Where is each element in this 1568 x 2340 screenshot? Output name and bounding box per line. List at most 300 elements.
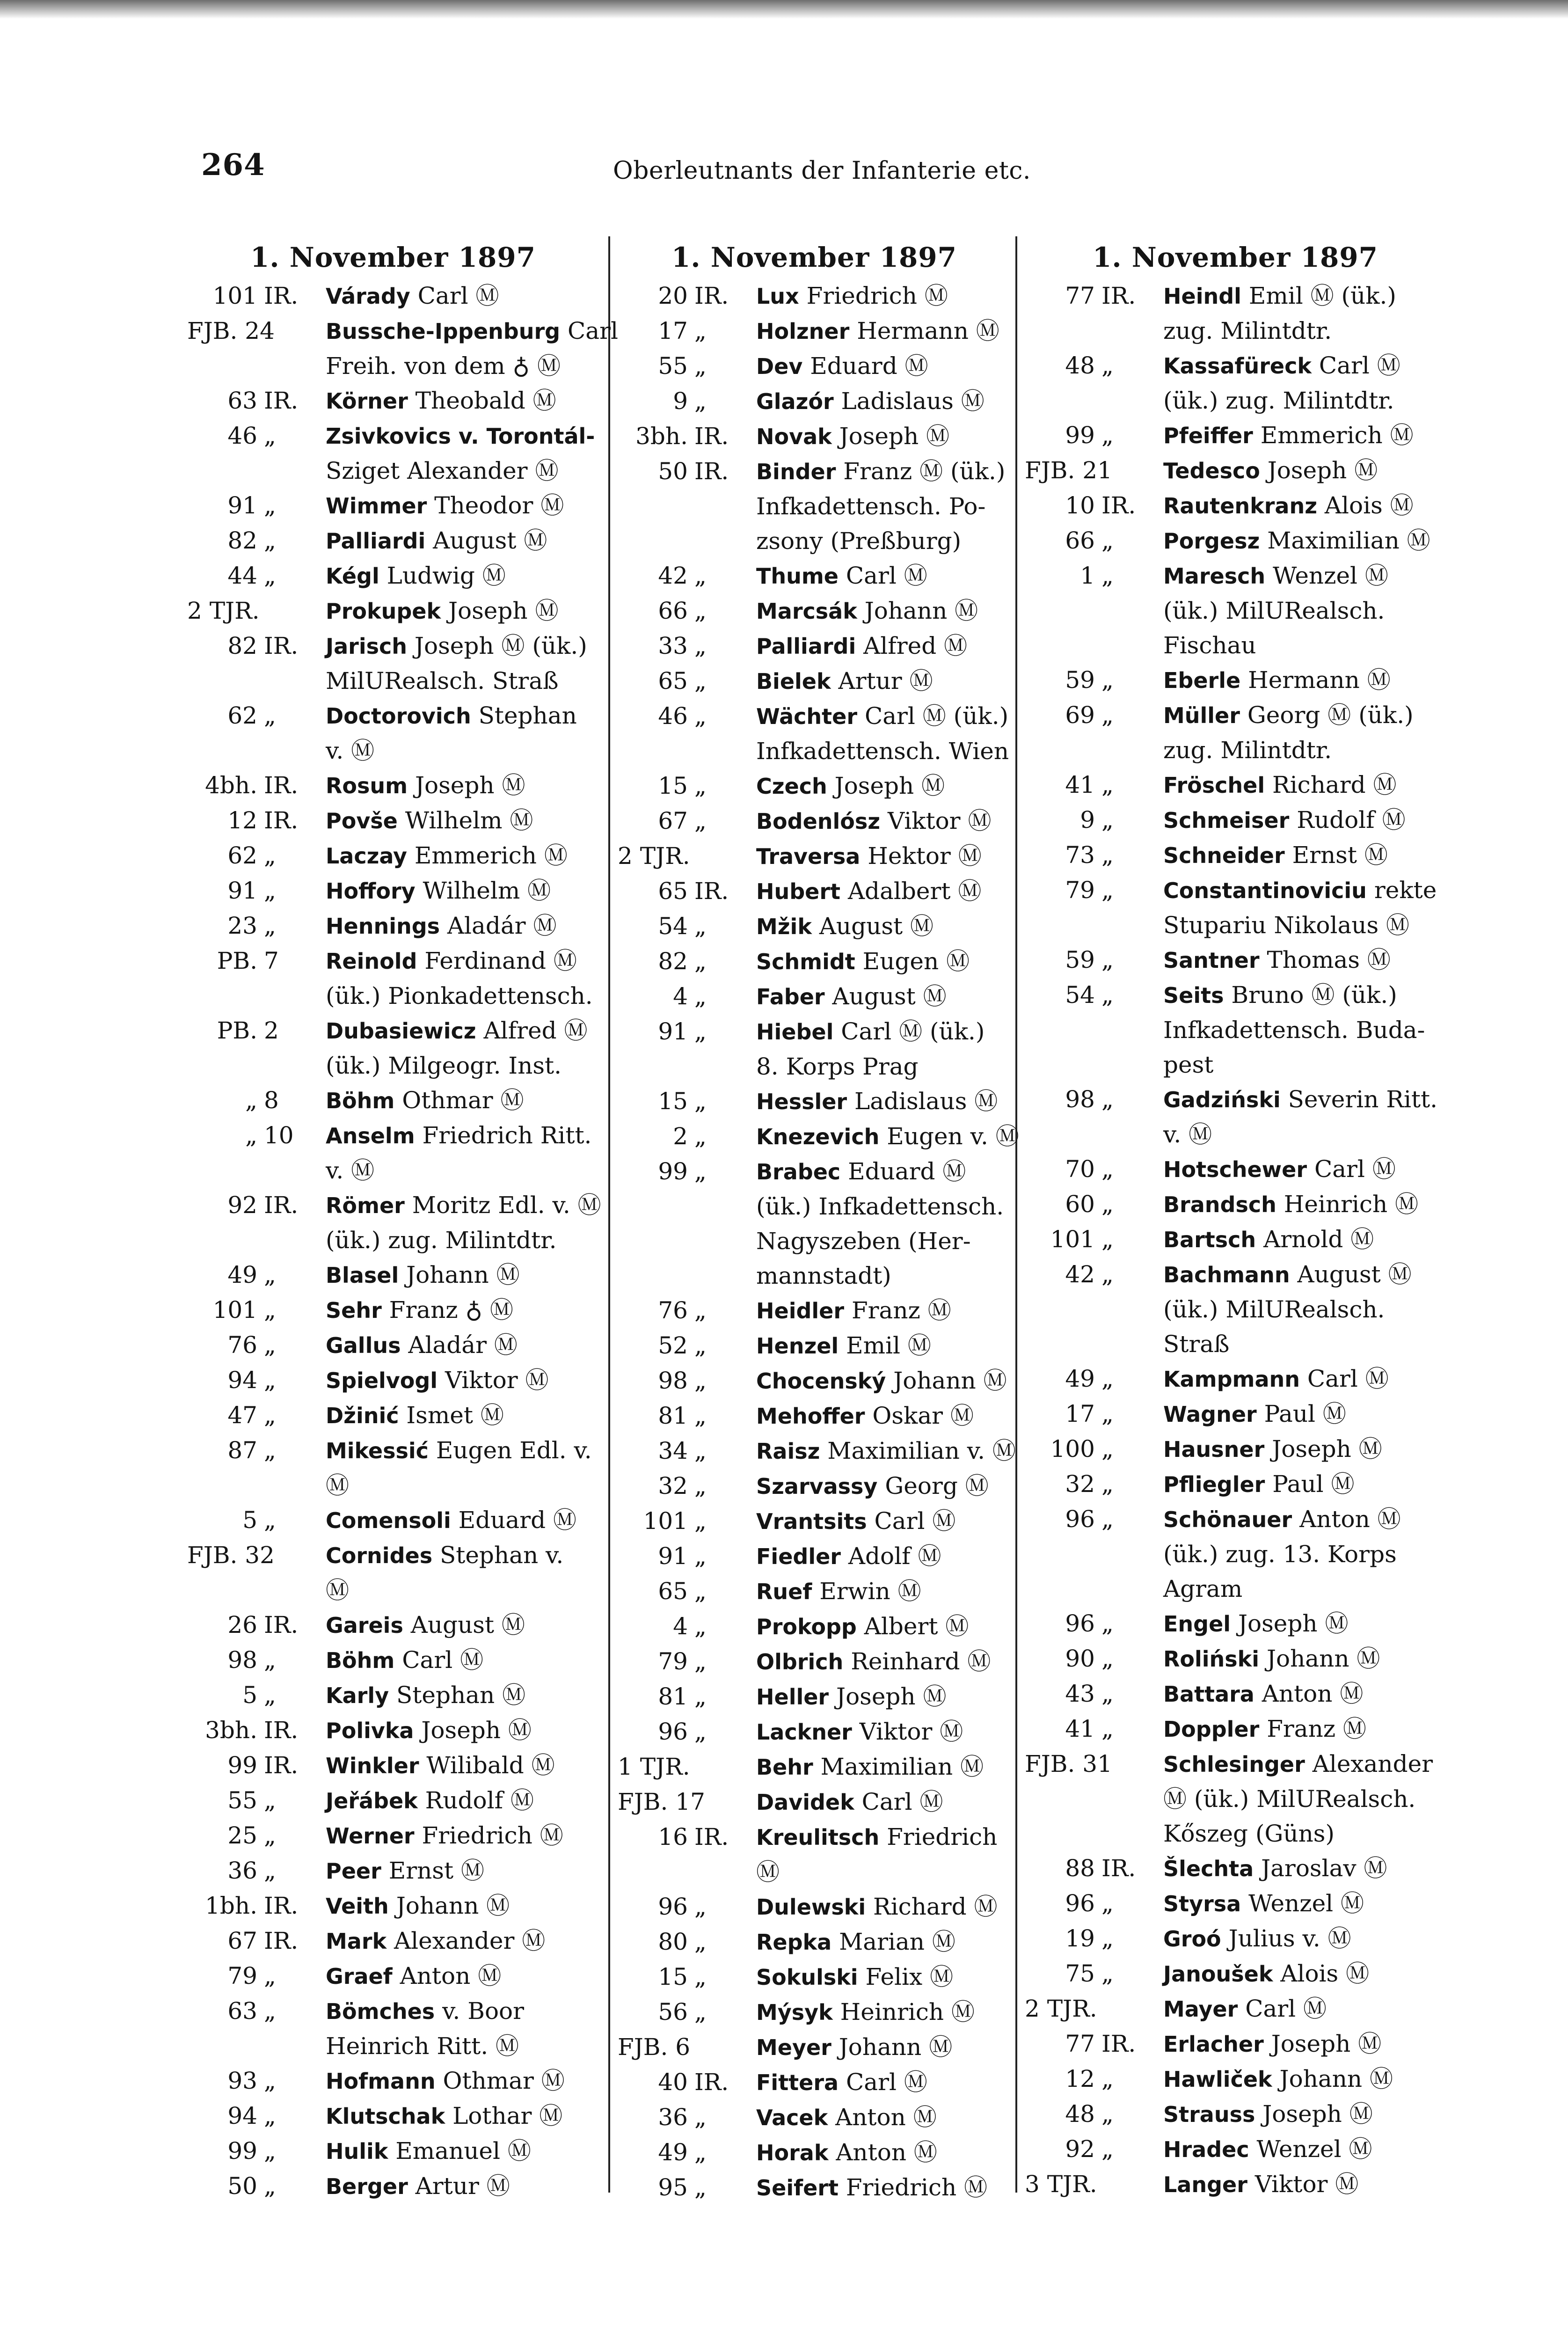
entry-given-names: Anton Ⓜ [836, 2139, 937, 2166]
entry-number: 82 [658, 948, 688, 975]
entry-surname: Dulewski [756, 1894, 866, 1920]
entry-given-names: Hermann Ⓜ [857, 317, 999, 344]
entry-given-names: Joseph Ⓜ [839, 423, 950, 450]
entry-name [1158, 978, 1446, 1013]
entry-unit: „ [264, 2102, 276, 2129]
entry-continuation: v. Ⓜ [1163, 1121, 1212, 1148]
entry-name [320, 873, 599, 908]
entry-surname: Palliardi [326, 528, 426, 554]
entry-number: 96 [1065, 1506, 1095, 1533]
list-item [1025, 943, 1446, 978]
list-item [187, 1118, 599, 1153]
entry-number: 1 TJR. [618, 1753, 690, 1780]
entry-number: 4 [673, 1613, 688, 1640]
entry-surname: Spielvogl [326, 1368, 438, 1393]
entry-name [1158, 1956, 1446, 1991]
entry-unit: „ [1101, 2135, 1114, 2163]
entry-name [751, 629, 1011, 664]
entry-given-names: Adalbert Ⓜ [847, 878, 982, 905]
list-item [187, 1818, 599, 1853]
entry-given-names: Reinhard Ⓜ [851, 1648, 991, 1675]
entry-given-names: Alfred Ⓜ [863, 632, 968, 659]
entry-number: 1 [1080, 562, 1095, 589]
entry-given-names: Hermann Ⓜ [1248, 666, 1391, 694]
entry-unit: IR. [1101, 1855, 1136, 1882]
entry-surname: Reinold [326, 949, 417, 974]
entry-unit: „ [694, 948, 707, 975]
entry-given-names: Bruno Ⓜ (ük.) [1231, 981, 1397, 1009]
entry-given-names: Othmar Ⓜ [443, 2067, 565, 2094]
entry-surname: Böhm [326, 1088, 395, 1113]
list-item [1025, 523, 1446, 558]
entry-surname: Vacek [756, 2105, 828, 2130]
list-item [187, 1923, 599, 1959]
entry-number: PB. [217, 1017, 257, 1044]
entry-number: 1bh. [205, 1892, 257, 1919]
entry-given-names: Johann Ⓜ [864, 597, 978, 624]
entry-number: 10 [1065, 492, 1095, 519]
list-item [618, 664, 1011, 699]
entry-given-names: Wilhelm Ⓜ [405, 807, 533, 834]
entry-given-names: August Ⓜ [832, 983, 947, 1010]
entry-given-names: Friedrich Ⓜ [806, 282, 948, 309]
entry-unit: „ [264, 492, 276, 519]
entry-surname: Lackner [756, 1719, 852, 1745]
entry-name [320, 1608, 599, 1643]
entry-name [1158, 1641, 1446, 1676]
list-item [618, 1924, 1011, 1960]
entry-surname: Schmidt [756, 949, 855, 974]
entry-list [618, 278, 1019, 2205]
entry-given-names: Aladár Ⓜ [408, 1331, 518, 1359]
entry-unit: „ [694, 807, 707, 834]
entry-number: 55 [658, 352, 688, 380]
entry-surname: Hotschewer [1163, 1157, 1307, 1182]
list-item [187, 418, 599, 453]
list-item [187, 943, 599, 979]
entry-given-names: Joseph Ⓜ [1262, 2100, 1373, 2128]
list-item [618, 1433, 1016, 1469]
entry-name [320, 523, 599, 558]
entry-number: 101 [1050, 1226, 1095, 1253]
entry-name [1158, 558, 1446, 593]
entry-surname: Erlacher [1163, 2032, 1264, 2057]
list-item [1025, 768, 1446, 803]
entry-number: 67 [658, 807, 688, 834]
entry-continuation: (ük.) zug. Milintdtr. [326, 1227, 557, 1254]
entry-name [320, 2134, 599, 2169]
entry-number: 46 [227, 422, 257, 449]
entry-surname: Groó [1163, 1926, 1221, 1952]
entry-given-names: Wilibald Ⓜ [426, 1752, 555, 1779]
entry-given-names: Eugen Ⓜ [862, 948, 970, 975]
entry-given-names: Felix Ⓜ [865, 1963, 954, 1990]
entry-unit [257, 314, 320, 349]
entry-continuation: Fischau [1163, 632, 1256, 659]
list-item [187, 1783, 599, 1818]
entry-given-names: Joseph Ⓜ [1272, 1435, 1382, 1462]
list-item [187, 1713, 599, 1748]
entry-number: 66 [658, 597, 688, 624]
entry-surname: Henzel [756, 1333, 839, 1359]
entry-unit: „ [1101, 666, 1114, 694]
entry-given-names: rekte [1374, 877, 1437, 904]
entry-unit: „ [1101, 1715, 1114, 1742]
entry-name [1158, 1886, 1446, 1921]
entry-name [1158, 1257, 1446, 1292]
entry-unit: „ [264, 1437, 276, 1464]
entry-given-names: Carl Ⓜ [846, 562, 927, 589]
list-item [618, 2100, 1011, 2135]
list-item [1025, 1886, 1446, 1921]
entry-given-names: Arnold Ⓜ [1263, 1226, 1374, 1253]
list-item [618, 278, 1011, 314]
entry-unit: „ [264, 1646, 276, 1674]
entry-name [1158, 663, 1446, 698]
list-item [618, 384, 1011, 419]
entry-number: 54 [658, 913, 688, 940]
entry-name [320, 1083, 599, 1118]
entry-number: 5 [242, 1682, 257, 1709]
entry-given-names: Johann Ⓜ [893, 1367, 1007, 1394]
list-item [187, 1398, 599, 1433]
entry-unit: „ [694, 1332, 707, 1359]
list-item [1025, 663, 1446, 698]
entry-name [751, 944, 1011, 979]
entry-name [751, 1749, 1011, 1784]
entry-unit: „ [264, 842, 276, 869]
entry-surname: Seits [1163, 983, 1224, 1008]
entry-unit: „ [264, 2137, 276, 2164]
entry-given-names: Ladislaus Ⓜ [841, 388, 985, 415]
list-item [1025, 1747, 1446, 1782]
entry-unit: „ [1101, 422, 1114, 449]
list-item [618, 1293, 1011, 1328]
entry-number: 44 [227, 562, 257, 589]
entry-surname: Battara [1163, 1682, 1254, 1707]
entry-surname: Mark [326, 1929, 387, 1954]
entry-unit: 2 [264, 1017, 279, 1044]
entry-name [320, 1643, 599, 1678]
entry-surname: Kassafüreck [1163, 353, 1312, 379]
entry-given-names: Emmerich Ⓜ [1260, 422, 1414, 449]
entry-continuation: Stupariu Nikolaus Ⓜ [1163, 912, 1410, 939]
entry-unit: IR. [264, 282, 299, 309]
entry-number: 94 [227, 2102, 257, 2129]
entry-given-names: Richard Ⓜ [1272, 771, 1397, 798]
entry-given-names: Johann Ⓜ [839, 2033, 953, 2061]
entry-continuation: Ⓜ [756, 1858, 780, 1886]
entry-unit: „ [264, 1997, 276, 2025]
entry-unit: „ [264, 1857, 276, 1884]
entry-number: 2 [673, 1123, 688, 1150]
entry-surname: Seifert [756, 2175, 839, 2201]
entry-surname: Heindl [1163, 284, 1241, 309]
entry-number: 98 [658, 1367, 688, 1394]
entry-name [751, 1014, 1011, 1049]
entry-surname: Hausner [1163, 1437, 1265, 1462]
entry-name [751, 1154, 1011, 1189]
entry-unit: „ [1101, 2100, 1114, 2128]
entry-given-names: Friedrich [887, 1823, 998, 1850]
entry-unit: IR. [264, 1192, 299, 1219]
entry-unit: „ [264, 1682, 276, 1709]
entry-name [1158, 1921, 1446, 1956]
entry-number: 23 [227, 912, 257, 939]
entry-name [1158, 523, 1446, 558]
entry-given-names: Anton Ⓜ [835, 2104, 937, 2131]
entry-unit: „ [264, 2172, 276, 2200]
entry-name [751, 1609, 1011, 1644]
list-item [618, 1504, 1011, 1539]
entry-surname: Engel [1163, 1611, 1231, 1637]
entry-surname: Gallus [326, 1333, 401, 1358]
entry-surname: Rautenkranz [1163, 493, 1317, 519]
entry-number: 82 [227, 527, 257, 554]
entry-given-names: Eduard Ⓜ [848, 1158, 966, 1185]
entry-given-names: Carl Ⓜ [861, 1788, 943, 1815]
entry-continuation: v. Ⓜ [326, 737, 375, 764]
entry-unit: „ [1101, 1365, 1114, 1392]
list-item [618, 699, 1011, 734]
entry-unit: „ [694, 1998, 707, 2026]
entry-number: 96 [658, 1893, 688, 1920]
entry-given-names: Eugen Edl. v. [436, 1437, 592, 1464]
entry-surname: Olbrich [756, 1649, 844, 1675]
entry-number: 75 [1065, 1960, 1095, 1987]
entry-number: 19 [1065, 1925, 1095, 1952]
entry-unit [1095, 453, 1158, 488]
entry-number: 36 [658, 2104, 688, 2131]
entry-surname: Tedesco [1163, 458, 1260, 483]
entry-unit: „ [1101, 1890, 1114, 1917]
entry-surname: Klutschak [326, 2104, 445, 2129]
entry-name [751, 1328, 1011, 1363]
entry-name [1158, 1747, 1446, 1782]
entry-name [1158, 453, 1446, 488]
entry-name [320, 838, 599, 873]
entry-name [751, 909, 1011, 944]
column-heading: 1. November 1897 [671, 241, 957, 273]
entry-unit: „ [264, 2067, 276, 2094]
entry-name [1158, 488, 1446, 523]
entry-given-names: Heinrich Ⓜ [1284, 1191, 1419, 1218]
entry-surname: Doppler [1163, 1717, 1260, 1742]
entry-number: 90 [1065, 1645, 1095, 1672]
entry-surname: Hiebel [756, 1019, 834, 1045]
entry-surname: Holzner [756, 319, 850, 344]
entry-name [751, 1995, 1011, 2030]
entry-surname: Raisz [756, 1439, 820, 1464]
entry-name [320, 314, 618, 349]
list-item [1025, 348, 1446, 383]
entry-surname: Behr [756, 1755, 813, 1780]
entry-number: 76 [658, 1297, 688, 1324]
entry-surname: Mayer [1163, 1996, 1238, 2022]
entry-given-names: Artur Ⓜ [415, 2172, 510, 2200]
entry-surname: Fittera [756, 2070, 839, 2095]
entry-unit: „ [264, 1787, 276, 1814]
entry-name [320, 1538, 599, 1573]
entry-surname: Heidler [756, 1298, 845, 1324]
entry-number: 47 [227, 1402, 257, 1429]
entry-number: FJB. 24 [187, 317, 275, 344]
entry-surname: Berger [326, 2174, 408, 2199]
entry-continuation: Ⓜ [326, 1472, 349, 1499]
entry-name [320, 1258, 599, 1293]
entry-surname: Strauss [1163, 2102, 1255, 2127]
entry-number: 77 [1065, 282, 1095, 309]
entry-unit [1095, 1747, 1158, 1782]
entry-name [1158, 1361, 1446, 1397]
list-item [1025, 1152, 1446, 1187]
list-item [618, 1574, 1011, 1609]
entry-surname: Zsivkovics v. Torontál- [326, 424, 595, 449]
entry-name [1158, 2062, 1446, 2097]
entry-number: 77 [1065, 2030, 1095, 2057]
entry-name [1158, 348, 1446, 383]
entry-name [320, 383, 599, 418]
entry-number: 36 [227, 1857, 257, 1884]
entry-given-names: Viktor Ⓜ [1254, 2171, 1359, 2198]
entry-surname: Körner [326, 388, 408, 414]
entry-number: 91 [227, 877, 257, 904]
entry-unit: „ [694, 1683, 707, 1710]
entry-surname: Kreulitsch [756, 1825, 880, 1850]
entry-given-names: Erwin Ⓜ [819, 1578, 921, 1605]
entry-given-names: Stephan v. [439, 1542, 564, 1569]
entry-surname: Gadziński [1163, 1087, 1281, 1112]
entry-unit: „ [694, 1437, 707, 1464]
list-item [1025, 1082, 1446, 1117]
entry-unit: „ [694, 317, 707, 344]
list-item [1025, 978, 1446, 1013]
entry-unit: „ [264, 1822, 276, 1849]
entry-unit: „ [694, 2104, 707, 2131]
entry-surname: Bodenlósz [756, 809, 881, 834]
entry-unit: IR. [694, 458, 729, 485]
entry-unit: „ [264, 912, 276, 939]
entry-name [751, 664, 1011, 699]
entry-number: 65 [658, 1578, 688, 1605]
entry-name [320, 1118, 599, 1153]
list-item [1025, 1956, 1446, 1991]
entry-list [187, 278, 618, 2204]
entry-name [751, 1084, 1011, 1119]
entry-name [1158, 1676, 1446, 1711]
list-item [1025, 2026, 1446, 2062]
list-item [187, 314, 618, 349]
entry-surname: Hulik [326, 2139, 388, 2164]
entry-given-names: Alexander Ⓜ [394, 1927, 546, 1954]
column-heading: 1. November 1897 [1092, 241, 1378, 273]
entry-unit: „ [1101, 946, 1114, 973]
entry-unit: IR. [694, 878, 729, 905]
entry-name [1158, 1467, 1446, 1502]
entry-unit: „ [694, 562, 707, 589]
entry-name [320, 558, 599, 593]
entry-surname: Jeřábek [326, 1788, 418, 1814]
entry-number: 32 [658, 1472, 688, 1499]
entry-unit: „ [694, 1893, 707, 1920]
list-item [1025, 838, 1446, 873]
entry-surname: Hubert [756, 879, 841, 904]
entry-number: FJB. 17 [618, 1788, 705, 1815]
list-item [1025, 2097, 1446, 2132]
list-item [187, 1608, 599, 1643]
entry-continuation: pest [1163, 1051, 1214, 1078]
entry-unit: IR. [264, 1611, 299, 1638]
entry-continuation: Kőszeg (Güns) [1163, 1820, 1335, 1847]
entry-unit: „ [694, 913, 707, 940]
entry-number: 92 [227, 1192, 257, 1219]
entry-surname: Sehr [326, 1298, 382, 1323]
entry-unit [688, 1749, 751, 1784]
entry-given-names: Alois Ⓜ [1324, 492, 1414, 519]
list-item [1025, 2132, 1446, 2167]
entry-name [751, 454, 1011, 489]
list-item [618, 1014, 1011, 1049]
entry-unit: „ [1101, 1960, 1114, 1987]
list-item [1025, 453, 1446, 488]
entry-continuation: (ük.) MilURealsch. [1163, 597, 1385, 624]
list-item [187, 488, 599, 523]
entry-given-names: Emil Ⓜ (ük.) [1248, 282, 1396, 309]
entry-number: 79 [227, 1962, 257, 1989]
entry-surname: Janoušek [1163, 1961, 1273, 1987]
entry-unit: 10 [264, 1122, 294, 1149]
entry-name [751, 1784, 1011, 1820]
entry-number: 2 TJR. [618, 842, 690, 870]
entry-surname: Doctorovich [326, 703, 471, 729]
entry-given-names: Viktor Ⓜ [859, 1718, 963, 1745]
entry-unit: „ [694, 597, 707, 624]
entry-given-names: Emanuel Ⓜ [395, 2137, 531, 2164]
entry-surname: Wächter [756, 704, 858, 729]
entry-name [751, 768, 1011, 804]
entry-unit: „ [1101, 1506, 1114, 1533]
entry-number: 54 [1065, 981, 1095, 1009]
entry-name [1158, 1711, 1446, 1747]
entry-name [751, 384, 1011, 419]
entry-unit: „ [264, 422, 276, 449]
entry-number: 100 [1050, 1435, 1095, 1462]
entry-surname: Hessler [756, 1089, 847, 1114]
entry-number: 101 [643, 1507, 688, 1535]
entry-surname: Mýsyk [756, 2000, 833, 2025]
entry-surname: Szarvassy [756, 1474, 878, 1499]
entry-given-names: Carl Ⓜ [1307, 1365, 1389, 1392]
entry-name [320, 1748, 599, 1783]
entry-given-names: Friedrich Ⓜ [846, 2174, 988, 2201]
entry-name [751, 874, 1011, 909]
entry-name [320, 1188, 601, 1223]
entry-unit: „ [264, 877, 276, 904]
list-item [618, 874, 1011, 909]
entry-number: 60 [1065, 1191, 1095, 1218]
entry-given-names: Eugen v. Ⓜ [887, 1123, 1019, 1150]
entry-given-names: Paul Ⓜ [1264, 1400, 1346, 1427]
entry-name [1158, 2132, 1446, 2167]
entry-number: 42 [658, 562, 688, 589]
entry-number: 26 [227, 1611, 257, 1638]
entry-continuation: zug. Milintdtr. [1163, 317, 1332, 344]
list-item [618, 1119, 1019, 1154]
list-item [187, 593, 599, 629]
list-item [187, 1188, 599, 1223]
entry-number: 4bh. [205, 772, 257, 799]
entry-continuation: Ⓜ [326, 1577, 349, 1604]
